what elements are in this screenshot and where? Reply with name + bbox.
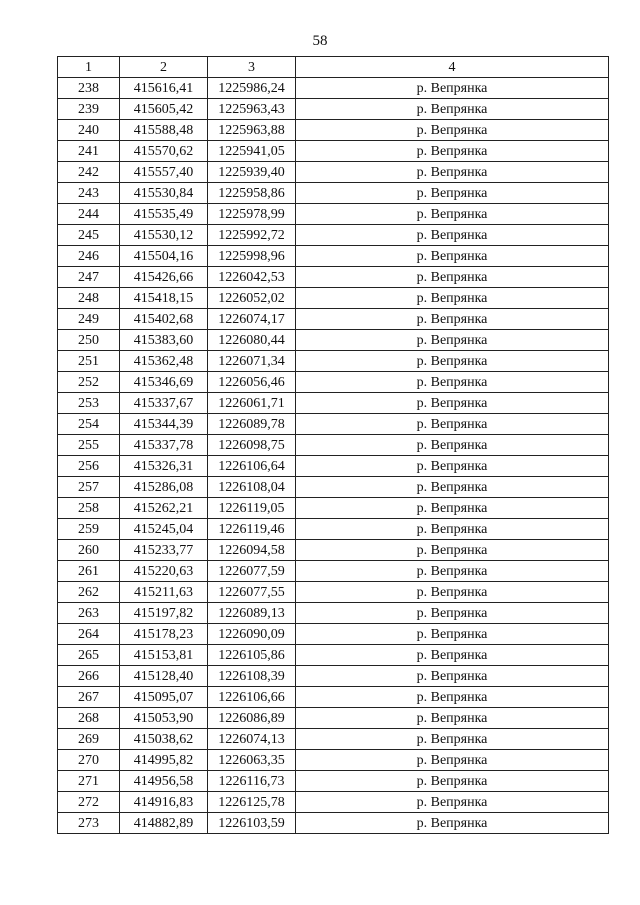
point-number-cell: 254 bbox=[58, 414, 120, 435]
point-number-cell: 263 bbox=[58, 603, 120, 624]
table-row bbox=[58, 372, 609, 393]
table-row bbox=[58, 456, 609, 477]
x-coordinate-cell: 414916,83 bbox=[120, 792, 208, 813]
table-row bbox=[58, 813, 609, 834]
table-row bbox=[58, 288, 609, 309]
table-row bbox=[58, 162, 609, 183]
point-number-cell: 262 bbox=[58, 582, 120, 603]
description-cell: р. Вепрянка bbox=[296, 141, 609, 162]
y-coordinate-cell: 1225992,72 bbox=[208, 225, 296, 246]
x-coordinate-cell: 415286,08 bbox=[120, 477, 208, 498]
y-coordinate-cell: 1225958,86 bbox=[208, 183, 296, 204]
table-row bbox=[58, 99, 609, 120]
y-coordinate-cell: 1226125,78 bbox=[208, 792, 296, 813]
y-coordinate-cell: 1226071,34 bbox=[208, 351, 296, 372]
x-coordinate-cell: 415337,78 bbox=[120, 435, 208, 456]
x-coordinate-cell: 415211,63 bbox=[120, 582, 208, 603]
point-number-cell: 249 bbox=[58, 309, 120, 330]
y-coordinate-cell: 1226094,58 bbox=[208, 540, 296, 561]
table-row bbox=[58, 687, 609, 708]
table-row bbox=[58, 309, 609, 330]
description-cell: р. Вепрянка bbox=[296, 267, 609, 288]
description-cell: р. Вепрянка bbox=[296, 414, 609, 435]
y-coordinate-cell: 1225963,88 bbox=[208, 120, 296, 141]
point-number-cell: 258 bbox=[58, 498, 120, 519]
point-number-cell: 269 bbox=[58, 729, 120, 750]
description-cell: р. Вепрянка bbox=[296, 246, 609, 267]
description-cell: р. Вепрянка bbox=[296, 456, 609, 477]
y-coordinate-cell: 1225986,24 bbox=[208, 78, 296, 99]
table-row bbox=[58, 750, 609, 771]
y-coordinate-cell: 1226108,39 bbox=[208, 666, 296, 687]
description-cell: р. Вепрянка bbox=[296, 645, 609, 666]
table-row bbox=[58, 246, 609, 267]
y-coordinate-cell: 1225963,43 bbox=[208, 99, 296, 120]
point-number-cell: 252 bbox=[58, 372, 120, 393]
x-coordinate-cell: 415383,60 bbox=[120, 330, 208, 351]
point-number-cell: 266 bbox=[58, 666, 120, 687]
x-coordinate-cell: 415402,68 bbox=[120, 309, 208, 330]
table-row bbox=[58, 267, 609, 288]
description-cell: р. Вепрянка bbox=[296, 624, 609, 645]
x-coordinate-cell: 415053,90 bbox=[120, 708, 208, 729]
description-cell: р. Вепрянка bbox=[296, 162, 609, 183]
x-coordinate-cell: 415262,21 bbox=[120, 498, 208, 519]
description-cell: р. Вепрянка bbox=[296, 498, 609, 519]
y-coordinate-cell: 1226077,59 bbox=[208, 561, 296, 582]
table-row bbox=[58, 225, 609, 246]
x-coordinate-cell: 415535,49 bbox=[120, 204, 208, 225]
point-number-cell: 271 bbox=[58, 771, 120, 792]
description-cell: р. Вепрянка bbox=[296, 183, 609, 204]
description-cell: р. Вепрянка bbox=[296, 372, 609, 393]
table-row bbox=[58, 120, 609, 141]
point-number-cell: 246 bbox=[58, 246, 120, 267]
y-coordinate-cell: 1226106,66 bbox=[208, 687, 296, 708]
description-cell: р. Вепрянка bbox=[296, 78, 609, 99]
point-number-cell: 239 bbox=[58, 99, 120, 120]
point-number-cell: 248 bbox=[58, 288, 120, 309]
point-number-cell: 247 bbox=[58, 267, 120, 288]
table-row bbox=[58, 666, 609, 687]
table-row bbox=[58, 204, 609, 225]
point-number-cell: 244 bbox=[58, 204, 120, 225]
y-coordinate-cell: 1226056,46 bbox=[208, 372, 296, 393]
point-number-cell: 242 bbox=[58, 162, 120, 183]
table-row bbox=[58, 624, 609, 645]
x-coordinate-cell: 415178,23 bbox=[120, 624, 208, 645]
x-coordinate-cell: 415530,12 bbox=[120, 225, 208, 246]
column-header-number: 1 bbox=[58, 57, 120, 78]
y-coordinate-cell: 1226090,09 bbox=[208, 624, 296, 645]
table-row bbox=[58, 183, 609, 204]
y-coordinate-cell: 1226098,75 bbox=[208, 435, 296, 456]
point-number-cell: 264 bbox=[58, 624, 120, 645]
y-coordinate-cell: 1226063,35 bbox=[208, 750, 296, 771]
y-coordinate-cell: 1226042,53 bbox=[208, 267, 296, 288]
x-coordinate-cell: 415557,40 bbox=[120, 162, 208, 183]
x-coordinate-cell: 415337,67 bbox=[120, 393, 208, 414]
description-cell: р. Вепрянка bbox=[296, 687, 609, 708]
coordinates-table bbox=[57, 56, 609, 834]
y-coordinate-cell: 1225941,05 bbox=[208, 141, 296, 162]
table-row bbox=[58, 561, 609, 582]
y-coordinate-cell: 1226103,59 bbox=[208, 813, 296, 834]
description-cell: р. Вепрянка bbox=[296, 120, 609, 141]
point-number-cell: 270 bbox=[58, 750, 120, 771]
column-header-y: 3 bbox=[208, 57, 296, 78]
description-cell: р. Вепрянка bbox=[296, 204, 609, 225]
point-number-cell: 256 bbox=[58, 456, 120, 477]
x-coordinate-cell: 415346,69 bbox=[120, 372, 208, 393]
point-number-cell: 253 bbox=[58, 393, 120, 414]
table-row bbox=[58, 477, 609, 498]
x-coordinate-cell: 415588,48 bbox=[120, 120, 208, 141]
y-coordinate-cell: 1226119,46 bbox=[208, 519, 296, 540]
y-coordinate-cell: 1226052,02 bbox=[208, 288, 296, 309]
description-cell: р. Вепрянка bbox=[296, 99, 609, 120]
point-number-cell: 245 bbox=[58, 225, 120, 246]
description-cell: р. Вепрянка bbox=[296, 540, 609, 561]
description-cell: р. Вепрянка bbox=[296, 288, 609, 309]
y-coordinate-cell: 1226119,05 bbox=[208, 498, 296, 519]
description-cell: р. Вепрянка bbox=[296, 435, 609, 456]
x-coordinate-cell: 415570,62 bbox=[120, 141, 208, 162]
x-coordinate-cell: 415605,42 bbox=[120, 99, 208, 120]
description-cell: р. Вепрянка bbox=[296, 708, 609, 729]
table-row bbox=[58, 414, 609, 435]
point-number-cell: 241 bbox=[58, 141, 120, 162]
description-cell: р. Вепрянка bbox=[296, 519, 609, 540]
column-header-description: 4 bbox=[296, 57, 609, 78]
table-row bbox=[58, 540, 609, 561]
x-coordinate-cell: 415128,40 bbox=[120, 666, 208, 687]
description-cell: р. Вепрянка bbox=[296, 477, 609, 498]
x-coordinate-cell: 414882,89 bbox=[120, 813, 208, 834]
table-row bbox=[58, 582, 609, 603]
y-coordinate-cell: 1226077,55 bbox=[208, 582, 296, 603]
table-row bbox=[58, 771, 609, 792]
table-row bbox=[58, 519, 609, 540]
point-number-cell: 255 bbox=[58, 435, 120, 456]
y-coordinate-cell: 1225939,40 bbox=[208, 162, 296, 183]
table-row bbox=[58, 603, 609, 624]
x-coordinate-cell: 415153,81 bbox=[120, 645, 208, 666]
description-cell: р. Вепрянка bbox=[296, 666, 609, 687]
page-number: 58 bbox=[312, 33, 328, 49]
point-number-cell: 261 bbox=[58, 561, 120, 582]
table-row bbox=[58, 141, 609, 162]
table-row bbox=[58, 792, 609, 813]
description-cell: р. Вепрянка bbox=[296, 309, 609, 330]
description-cell: р. Вепрянка bbox=[296, 792, 609, 813]
y-coordinate-cell: 1226086,89 bbox=[208, 708, 296, 729]
point-number-cell: 268 bbox=[58, 708, 120, 729]
table-row bbox=[58, 393, 609, 414]
table-row bbox=[58, 435, 609, 456]
table-row bbox=[58, 708, 609, 729]
x-coordinate-cell: 415233,77 bbox=[120, 540, 208, 561]
x-coordinate-cell: 415426,66 bbox=[120, 267, 208, 288]
y-coordinate-cell: 1226089,13 bbox=[208, 603, 296, 624]
description-cell: р. Вепрянка bbox=[296, 771, 609, 792]
y-coordinate-cell: 1226074,17 bbox=[208, 309, 296, 330]
point-number-cell: 250 bbox=[58, 330, 120, 351]
y-coordinate-cell: 1226074,13 bbox=[208, 729, 296, 750]
description-cell: р. Вепрянка bbox=[296, 603, 609, 624]
y-coordinate-cell: 1226089,78 bbox=[208, 414, 296, 435]
point-number-cell: 238 bbox=[58, 78, 120, 99]
x-coordinate-cell: 415362,48 bbox=[120, 351, 208, 372]
table-row bbox=[58, 645, 609, 666]
description-cell: р. Вепрянка bbox=[296, 750, 609, 771]
x-coordinate-cell: 415326,31 bbox=[120, 456, 208, 477]
point-number-cell: 265 bbox=[58, 645, 120, 666]
x-coordinate-cell: 415418,15 bbox=[120, 288, 208, 309]
x-coordinate-cell: 415344,39 bbox=[120, 414, 208, 435]
description-cell: р. Вепрянка bbox=[296, 351, 609, 372]
table-row bbox=[58, 498, 609, 519]
table-row bbox=[58, 729, 609, 750]
y-coordinate-cell: 1226080,44 bbox=[208, 330, 296, 351]
column-header-x: 2 bbox=[120, 57, 208, 78]
description-cell: р. Вепрянка bbox=[296, 813, 609, 834]
y-coordinate-cell: 1226061,71 bbox=[208, 393, 296, 414]
description-cell: р. Вепрянка bbox=[296, 225, 609, 246]
point-number-cell: 243 bbox=[58, 183, 120, 204]
x-coordinate-cell: 415038,62 bbox=[120, 729, 208, 750]
x-coordinate-cell: 415616,41 bbox=[120, 78, 208, 99]
y-coordinate-cell: 1225998,96 bbox=[208, 246, 296, 267]
description-cell: р. Вепрянка bbox=[296, 330, 609, 351]
table-row bbox=[58, 330, 609, 351]
table-row bbox=[58, 78, 609, 99]
header-row bbox=[58, 57, 609, 78]
y-coordinate-cell: 1226116,73 bbox=[208, 771, 296, 792]
point-number-cell: 251 bbox=[58, 351, 120, 372]
point-number-cell: 273 bbox=[58, 813, 120, 834]
point-number-cell: 257 bbox=[58, 477, 120, 498]
x-coordinate-cell: 415095,07 bbox=[120, 687, 208, 708]
point-number-cell: 259 bbox=[58, 519, 120, 540]
point-number-cell: 267 bbox=[58, 687, 120, 708]
x-coordinate-cell: 415530,84 bbox=[120, 183, 208, 204]
x-coordinate-cell: 414995,82 bbox=[120, 750, 208, 771]
y-coordinate-cell: 1226105,86 bbox=[208, 645, 296, 666]
point-number-cell: 260 bbox=[58, 540, 120, 561]
table-row bbox=[58, 351, 609, 372]
y-coordinate-cell: 1226108,04 bbox=[208, 477, 296, 498]
x-coordinate-cell: 415197,82 bbox=[120, 603, 208, 624]
description-cell: р. Вепрянка bbox=[296, 561, 609, 582]
x-coordinate-cell: 415220,63 bbox=[120, 561, 208, 582]
y-coordinate-cell: 1226106,64 bbox=[208, 456, 296, 477]
description-cell: р. Вепрянка bbox=[296, 393, 609, 414]
x-coordinate-cell: 415245,04 bbox=[120, 519, 208, 540]
y-coordinate-cell: 1225978,99 bbox=[208, 204, 296, 225]
x-coordinate-cell: 415504,16 bbox=[120, 246, 208, 267]
point-number-cell: 272 bbox=[58, 792, 120, 813]
description-cell: р. Вепрянка bbox=[296, 582, 609, 603]
x-coordinate-cell: 414956,58 bbox=[120, 771, 208, 792]
description-cell: р. Вепрянка bbox=[296, 729, 609, 750]
point-number-cell: 240 bbox=[58, 120, 120, 141]
